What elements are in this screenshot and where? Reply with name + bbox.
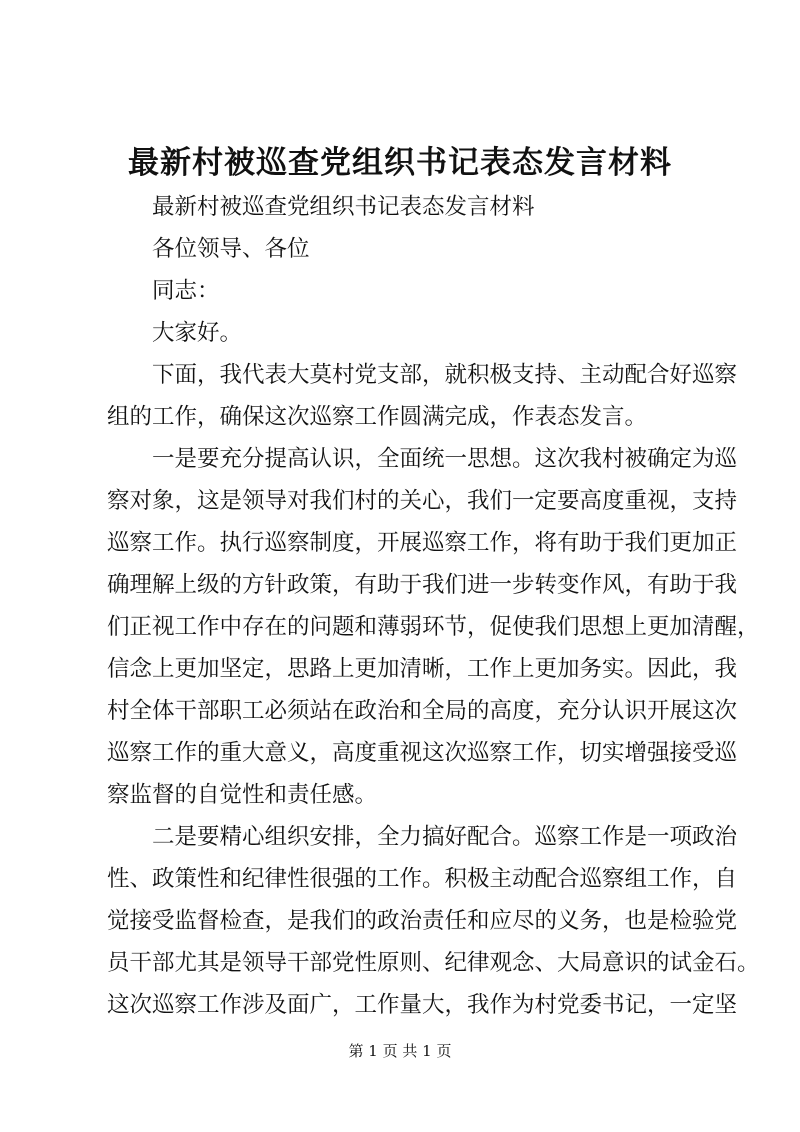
paragraph-line: 组的工作，确保这次巡察工作圆满完成，作表态发言。 xyxy=(107,404,648,430)
salutation-line: 同志： xyxy=(152,278,220,304)
paragraph-line: 二是要精心组织安排，全力搞好配合。巡察工作是一项政治 xyxy=(152,824,738,850)
paragraph-line: 员干部尤其是领导干部党性原则、纪律观念、大局意识的试金石。 xyxy=(107,950,760,976)
greeting-line: 大家好。 xyxy=(152,320,243,346)
paragraph-line: 察对象，这是领导对我们村的关心，我们一定要高度重视，支持 xyxy=(107,488,738,514)
paragraph-line: 觉接受监督检查，是我们的政治责任和应尽的义务，也是检验党 xyxy=(107,908,738,934)
paragraph-line: 们正视工作中存在的问题和薄弱环节，促使我们思想上更加清醒， xyxy=(107,614,760,640)
paragraph-line: 巡察工作的重大意义，高度重视这次巡察工作，切实增强接受巡 xyxy=(107,740,738,766)
document-body xyxy=(107,186,760,1026)
paragraph-line: 巡察工作。执行巡察制度，开展巡察工作，将有助于我们更加正 xyxy=(107,530,738,556)
paragraph-line: 这次巡察工作涉及面广，工作量大，我作为村党委书记，一定坚 xyxy=(107,992,738,1018)
document-title: 最新村被巡查党组织书记表态发言材料 xyxy=(128,145,672,181)
paragraph-line: 性、政策性和纪律性很强的工作。积极主动配合巡察组工作，自 xyxy=(107,866,738,892)
paragraph-line: 村全体干部职工必须站在政治和全局的高度，充分认识开展这次 xyxy=(107,698,738,724)
paragraph-line: 察监督的自觉性和责任感。 xyxy=(107,782,378,808)
page-footer: 第 1 页 共 1 页 xyxy=(348,1042,452,1060)
paragraph-line: 下面，我代表大莫村党支部，就积极支持、主动配合好巡察 xyxy=(152,362,738,388)
salutation-line: 各位领导、各位 xyxy=(152,236,310,262)
paragraph-line: 确理解上级的方针政策，有助于我们进一步转变作风，有助于我 xyxy=(107,572,738,598)
paragraph-line: 信念上更加坚定，思路上更加清晰，工作上更加务实。因此，我 xyxy=(107,656,738,682)
subtitle-line: 最新村被巡查党组织书记表态发言材料 xyxy=(152,194,535,220)
paragraph-line: 一是要充分提高认识，全面统一思想。这次我村被确定为巡 xyxy=(152,446,738,472)
